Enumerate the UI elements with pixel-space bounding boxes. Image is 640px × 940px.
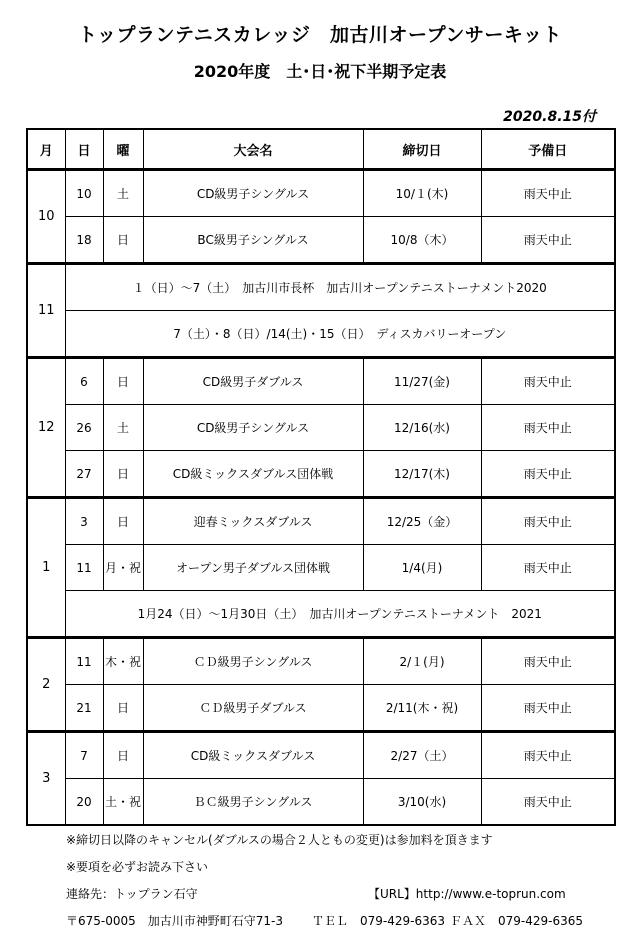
table-row <box>27 638 615 685</box>
header-weekday: 曜 <box>103 129 143 170</box>
deadline-cell: 10/8（木） <box>363 217 481 264</box>
table-row <box>27 170 615 217</box>
table-row <box>27 451 615 498</box>
fax-number: ＦＡＸ 079-429-6365 <box>450 914 584 928</box>
read-guidelines-note: ※要項を必ずお読み下さい <box>66 860 209 874</box>
table-row <box>27 405 615 451</box>
table-row <box>27 545 615 591</box>
reserve-cell: 雨天中止 <box>481 638 615 685</box>
deadline-cell: 2/１(月) <box>363 638 481 685</box>
weekday-cell: 日 <box>103 685 143 732</box>
event-cell: ＣＤ級男子ダブルス <box>143 685 363 732</box>
event-span-cell: 1月24（日）～1月30日（土） 加古川オープンテニストーナメント 2021 <box>65 591 615 638</box>
reserve-cell: 雨天中止 <box>481 451 615 498</box>
header-day: 日 <box>65 129 103 170</box>
day-cell: 11 <box>65 545 103 591</box>
table-row <box>27 732 615 779</box>
weekday-cell: 木・祝 <box>103 638 143 685</box>
month-cell: 11 <box>27 264 65 358</box>
notes-section <box>66 832 606 940</box>
weekday-cell: 土 <box>103 170 143 217</box>
month-cell: 2 <box>27 638 65 732</box>
schedule-table <box>26 128 616 826</box>
table-row <box>27 311 615 358</box>
reserve-cell: 雨天中止 <box>481 498 615 545</box>
weekday-cell: 日 <box>103 451 143 498</box>
contact-row <box>66 886 606 913</box>
header-month: 月 <box>27 129 65 170</box>
header-deadline: 締切日 <box>363 129 481 170</box>
table-row <box>27 217 615 264</box>
day-cell: 20 <box>65 779 103 826</box>
table-row <box>27 591 615 638</box>
table-row <box>27 358 615 405</box>
deadline-cell: 2/27（土） <box>363 732 481 779</box>
month-cell: 10 <box>27 170 65 264</box>
deadline-cell: 12/25（金） <box>363 498 481 545</box>
day-cell: 10 <box>65 170 103 217</box>
event-cell: CD級男子シングルス <box>143 405 363 451</box>
issue-date: 2020.8.15付 <box>503 109 596 125</box>
reserve-cell: 雨天中止 <box>481 732 615 779</box>
day-cell: 3 <box>65 498 103 545</box>
phone-number: ＴＥＬ 079-429-6363 <box>312 914 446 928</box>
day-cell: 11 <box>65 638 103 685</box>
deadline-cell: 12/16(水) <box>363 405 481 451</box>
event-span-cell: １（日）～7（土） 加古川市長杯 加古川オープンテニストーナメント2020 <box>65 264 615 311</box>
event-cell: CD級ミックスダブルス <box>143 732 363 779</box>
deadline-cell: 12/17(木) <box>363 451 481 498</box>
header-reserve: 予備日 <box>481 129 615 170</box>
weekday-cell: 日 <box>103 358 143 405</box>
weekday-cell: 日 <box>103 217 143 264</box>
month-cell: 3 <box>27 732 65 826</box>
weekday-cell: 月・祝 <box>103 545 143 591</box>
deadline-cell: 11/27(金) <box>363 358 481 405</box>
day-cell: 7 <box>65 732 103 779</box>
table-row <box>27 685 615 732</box>
reserve-cell: 雨天中止 <box>481 545 615 591</box>
day-cell: 18 <box>65 217 103 264</box>
day-cell: 21 <box>65 685 103 732</box>
weekday-cell: 日 <box>103 498 143 545</box>
table-header-row <box>27 129 615 170</box>
cancellation-note: ※締切日以降のキャンセル(ダブルスの場合２人ともの変更)は参加料を頂きます <box>66 833 493 847</box>
reserve-cell: 雨天中止 <box>481 358 615 405</box>
document-title: トップランテニスカレッジ 加古川オープンサーキット <box>78 24 562 46</box>
deadline-cell: 3/10(水) <box>363 779 481 826</box>
event-cell: ＣＤ級男子シングルス <box>143 638 363 685</box>
reserve-cell: 雨天中止 <box>481 779 615 826</box>
event-cell: 迎春ミックスダブルス <box>143 498 363 545</box>
day-cell: 26 <box>65 405 103 451</box>
deadline-cell: 1/4(月) <box>363 545 481 591</box>
reserve-cell: 雨天中止 <box>481 170 615 217</box>
event-cell: ＢＣ級男子シングルス <box>143 779 363 826</box>
reserve-cell: 雨天中止 <box>481 685 615 732</box>
month-cell: 12 <box>27 358 65 498</box>
header-event: 大会名 <box>143 129 363 170</box>
weekday-cell: 土・祝 <box>103 779 143 826</box>
table-row <box>27 264 615 311</box>
document-subtitle: 2020年度 土･日･祝下半期予定表 <box>193 62 447 81</box>
reserve-cell: 雨天中止 <box>481 405 615 451</box>
event-cell: CD級男子シングルス <box>143 170 363 217</box>
address-row <box>66 913 606 940</box>
weekday-cell: 日 <box>103 732 143 779</box>
day-cell: 6 <box>65 358 103 405</box>
table-row <box>27 779 615 826</box>
reserve-cell: 雨天中止 <box>481 217 615 264</box>
address-text: 〒675-0005 加古川市神野町石守71-3 <box>66 914 284 928</box>
event-cell: CD級男子ダブルス <box>143 358 363 405</box>
website-url[interactable]: 【URL】http://www.e-toprun.com <box>368 887 566 901</box>
deadline-cell: 10/１(木) <box>363 170 481 217</box>
event-span-cell: 7（土）・8（日）/14(土)・15（日） ディスカバリーオープン <box>65 311 615 358</box>
table-row <box>27 498 615 545</box>
event-cell: BC級男子シングルス <box>143 217 363 264</box>
event-cell: CD級ミックスダブルス団体戦 <box>143 451 363 498</box>
day-cell: 27 <box>65 451 103 498</box>
deadline-cell: 2/11(木・祝) <box>363 685 481 732</box>
weekday-cell: 土 <box>103 405 143 451</box>
event-cell: オープン男子ダブルス団体戦 <box>143 545 363 591</box>
month-cell: 1 <box>27 498 65 638</box>
contact-name: 連絡先：トップラン石守 <box>66 887 198 901</box>
